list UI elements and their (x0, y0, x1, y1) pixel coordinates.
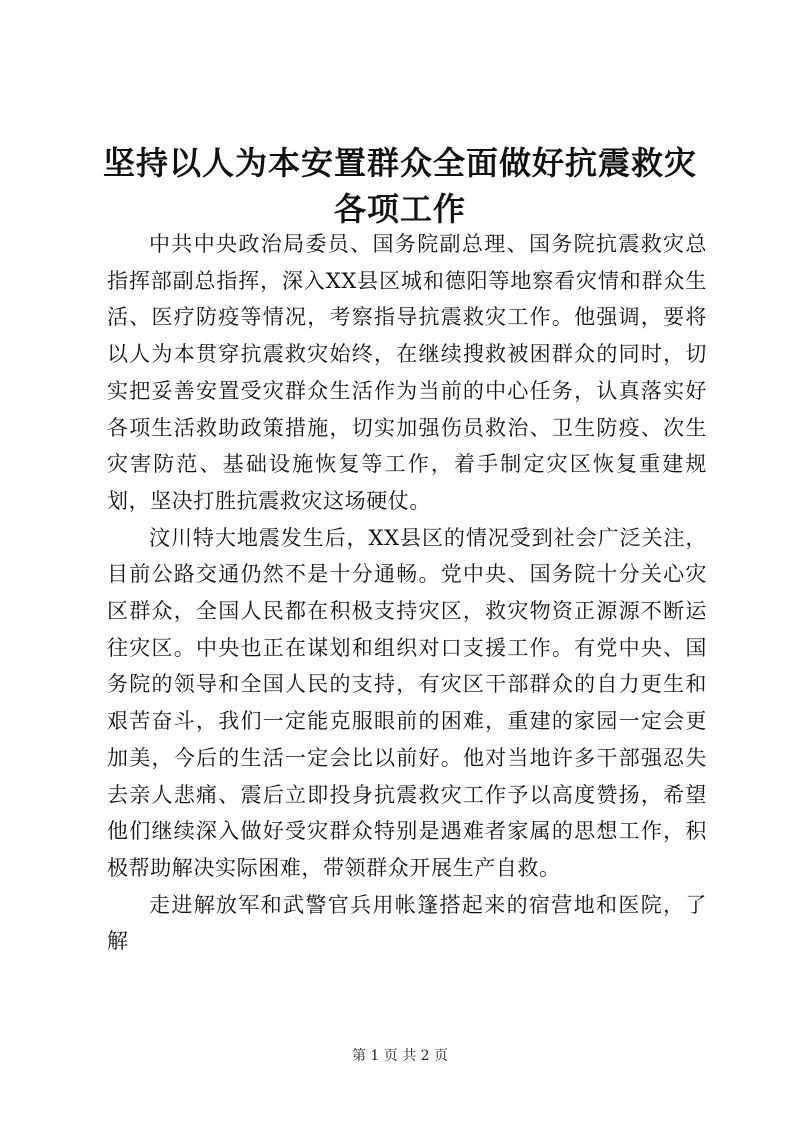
paragraph-1: 中共中央政治局委员、国务院副总理、国务院抗震救灾总指挥部副总指挥，深入XX县区城和德阳等地察看灾情和群众生活、医疗防疫等情况，考察指导抗震救灾工作。他强调，要将以人为本贯穿抗震救灾始终，在继续搜救被困群众的同时，切实把妥善安置受灾群众生活作为当前的中心任务，认真落实好各项生活救助政策措施，切实加强伤员救治、卫生防疫、次生灾害防范、基础设施恢复等工作，着手制定灾区恢复重建规划，坚决打胜抗震救灾这场硬仗。 (107, 232, 707, 513)
page-footer: 第 1 页 共 2 页 (351, 1048, 449, 1064)
document-title: 坚持以人为本安置群众全面做好抗震救灾各项工作 (102, 144, 697, 228)
paragraph-3: 走进解放军和武警官兵用帐篷搭起来的宿营地和医院，了解 (107, 892, 707, 954)
paragraph-2: 汶川特大地震发生后，XX县区的情况受到社会广泛关注，目前公路交通仍然不是十分通畅。党中央、国务院十分关心灾区群众，全国人民都在积极支持灾区，救灾物资正源源不断运往灾区。中央也正在谋划和组织对口支援工作。有党中央、国务院的领导和全国人民的支持，有灾区干部群众的自力更生和艰苦奋斗，我们一定能克服眼前的困难，重建的家园一定会更加美，今后的生活一定会比以前好。他对当地许多干部强忍失去亲人悲痛、震后立即投身抗震救灾工作予以高度赞扬，希望他们继续深入做好受灾群众特别是遇难者家属的思想工作，积极帮助解决实际困难，带领群众开展生产自救。 (107, 525, 707, 880)
document-body (107, 226, 707, 960)
